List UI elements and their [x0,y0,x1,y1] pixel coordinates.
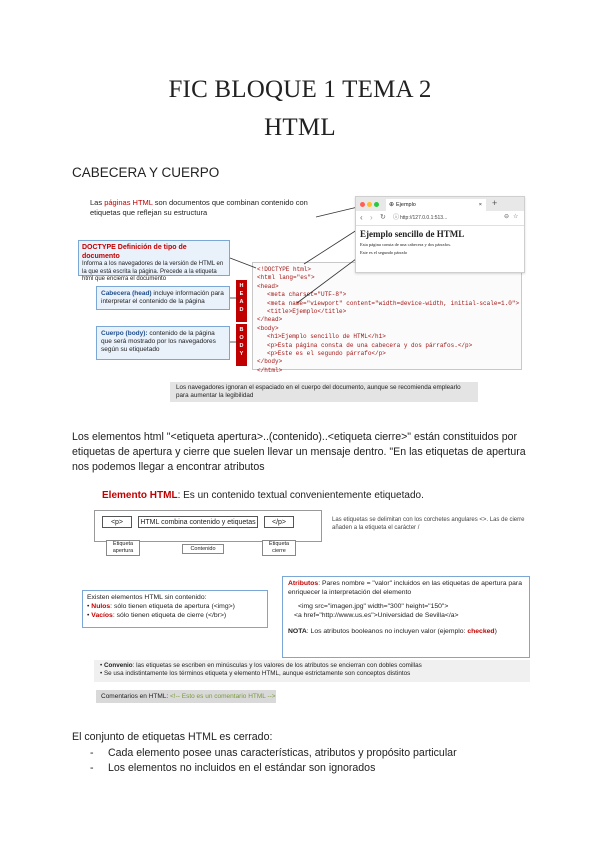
attr-example-link: <a href="http://www.us.es">Universidad de Sevilla</a> [294,611,459,619]
head-box: Cabecera (head) incluye información para interpretar el contenido de la página [96,286,230,310]
body-tab: B O D Y [236,324,247,366]
close-tag-label: Etiqueta cierre [262,540,296,556]
figure-structure [72,192,530,407]
element-heading: Elemento HTML: Es un contenido textual convenientemente etiquetado. [102,490,424,501]
code-line: <body> [257,324,279,332]
code-line: <html lang="es"> [257,274,315,282]
page-subtitle: HTML [264,114,336,141]
rendered-p2: Este es el segundo párrafo [360,250,408,255]
rendered-p1: Esta página consta de una cabecera y dos párrafos. [360,242,452,247]
code-line: <title>Ejemplo</title> [267,308,347,316]
browser-viewport [356,226,524,258]
body-box: Cuerpo (body): contenido de la página que será mostrado por los navegadores según su etiquetado [96,326,230,360]
minimize-dot-icon[interactable] [367,202,372,207]
globe-icon: ⊕ [389,202,395,208]
code-line: </body> [257,358,283,366]
reload-icon[interactable]: ↻ [380,214,386,221]
back-icon[interactable]: ‹ [360,213,363,222]
attributes-box: Atributos: Pares nombre = "valor" incluidos en las etiquetas de apertura para enriquecer la interpretación del elemento <img src="imagen.jpg" width="300" height="150"> <a href="http://www.us.es">Universidad de Sevilla</a> NOTA: Los atributos booleanos no incluyen valor (ejemplo: checked) [282,576,530,658]
paragraph-closed-set: El conjunto de etiquetas HTML es cerrado: [72,731,273,743]
address-bar[interactable]: ⓘ http://127.0.0.1:513... [393,215,448,221]
code-line: <!DOCTYPE html> [257,266,312,273]
closed-set-list [72,746,532,776]
figure-element [72,484,530,684]
new-tab-icon[interactable]: + [492,198,498,208]
maximize-dot-icon[interactable] [374,202,379,207]
list-item: - Cada elemento posee unas características, atributos y propósito particular [90,747,457,759]
section-heading: CABECERA Y CUERPO [72,165,220,180]
brackets-note: Las etiquetas se delimitan con los corchetes angulares <>. Las de cierre añaden a la etiqueta el carácter / [332,517,525,531]
code-line: </head> [257,316,283,324]
code-line: <p>Este es el segundo párrafo</p> [267,350,386,358]
spacing-note: Los navegadores ignoran el espaciado en el cuerpo del documento, aunque se recomienda emplearlo para aumentar la legibilidad [170,382,478,402]
code-line: <h1>Ejemplo sencillo de HTML</h1> [267,333,386,341]
figure-intro: Las páginas HTML son documentos que combinan contenido con etiquetas que reflejan su estructura [90,198,308,217]
convention-box: • Convenio: las etiquetas se escriben en minúsculas y los valores de los atributos se encierran con dobles comillas • Se usa indistintamente los términos etiqueta y elemento HTML, aunque estrictamente son conceptos distintos [94,660,530,682]
browser-titlebar [356,197,524,211]
close-tab-icon[interactable]: × [478,202,482,208]
close-dot-icon[interactable] [360,202,365,207]
page-title: FIC BLOQUE 1 TEMA 2 [168,76,432,103]
open-tag-label: Etiqueta apertura [106,540,140,556]
paragraph-elements: Los elementos html "<etiqueta apertura>..(contenido)..<etiqueta cierre>" están constituidos por etiquetas de apertura y cierre que suelen llevar un mensaje dentro. "En las etiquetas de apertura nos podemos llegar a encontrar atributos [72,431,526,473]
doctype-text: Informa a los navegadores de la versión de HTML en la que está escrita la página. Precede a la etiqueta html que encierra el documento [82,261,224,282]
browser-tab[interactable]: ⊕ Ejemplo × [386,199,486,211]
comment-box: Comentarios en HTML: <!-- Esto es un comentario HTML --> [96,690,276,703]
content-label: Contenido [182,544,224,554]
browser-window [355,196,525,273]
code-line: <head> [257,282,279,290]
content-cell: HTML combina contenido y etiquetas [138,516,258,528]
head-tab: H E A D [236,280,247,322]
code-line: <meta charset="UTF-8"> [267,291,347,299]
empty-elements-box [82,590,268,628]
browser-toolbar [356,211,524,226]
code-line: <p>Esta página consta de una cabecera y dos párrafos.</p> [267,341,473,349]
code-line: </html> [257,366,283,374]
open-tag-cell: <p> [102,516,132,528]
vacios-item: • Vacíos: sólo tienen etiqueta de cierre (</br>) [87,612,227,619]
doctype-label: DOCTYPE Definición de tipo de documento [82,244,187,260]
star-icon[interactable]: ☆ [513,214,519,220]
code-line: <meta name="viewport" content="width=device-width, initial-scale=1.0"> [267,299,520,307]
info-icon: ⓘ [393,215,400,221]
rendered-h1: Ejemplo sencillo de HTML [360,229,465,239]
list-item: - Los elementos no incluidos en el estándar son ignorados [90,762,376,774]
nulos-item: • Nulos: sólo tienen etiqueta de apertura (<img>) [87,603,235,610]
zoom-icon[interactable]: ⊖ [504,214,510,220]
close-tag-cell: </p> [264,516,294,528]
forward-icon[interactable]: › [370,213,373,222]
empty-elements-title: Existen elementos HTML sin contenido: [87,594,207,601]
attr-example-img: <img src="imagen.jpg" width="300" height="150"> [298,603,449,610]
